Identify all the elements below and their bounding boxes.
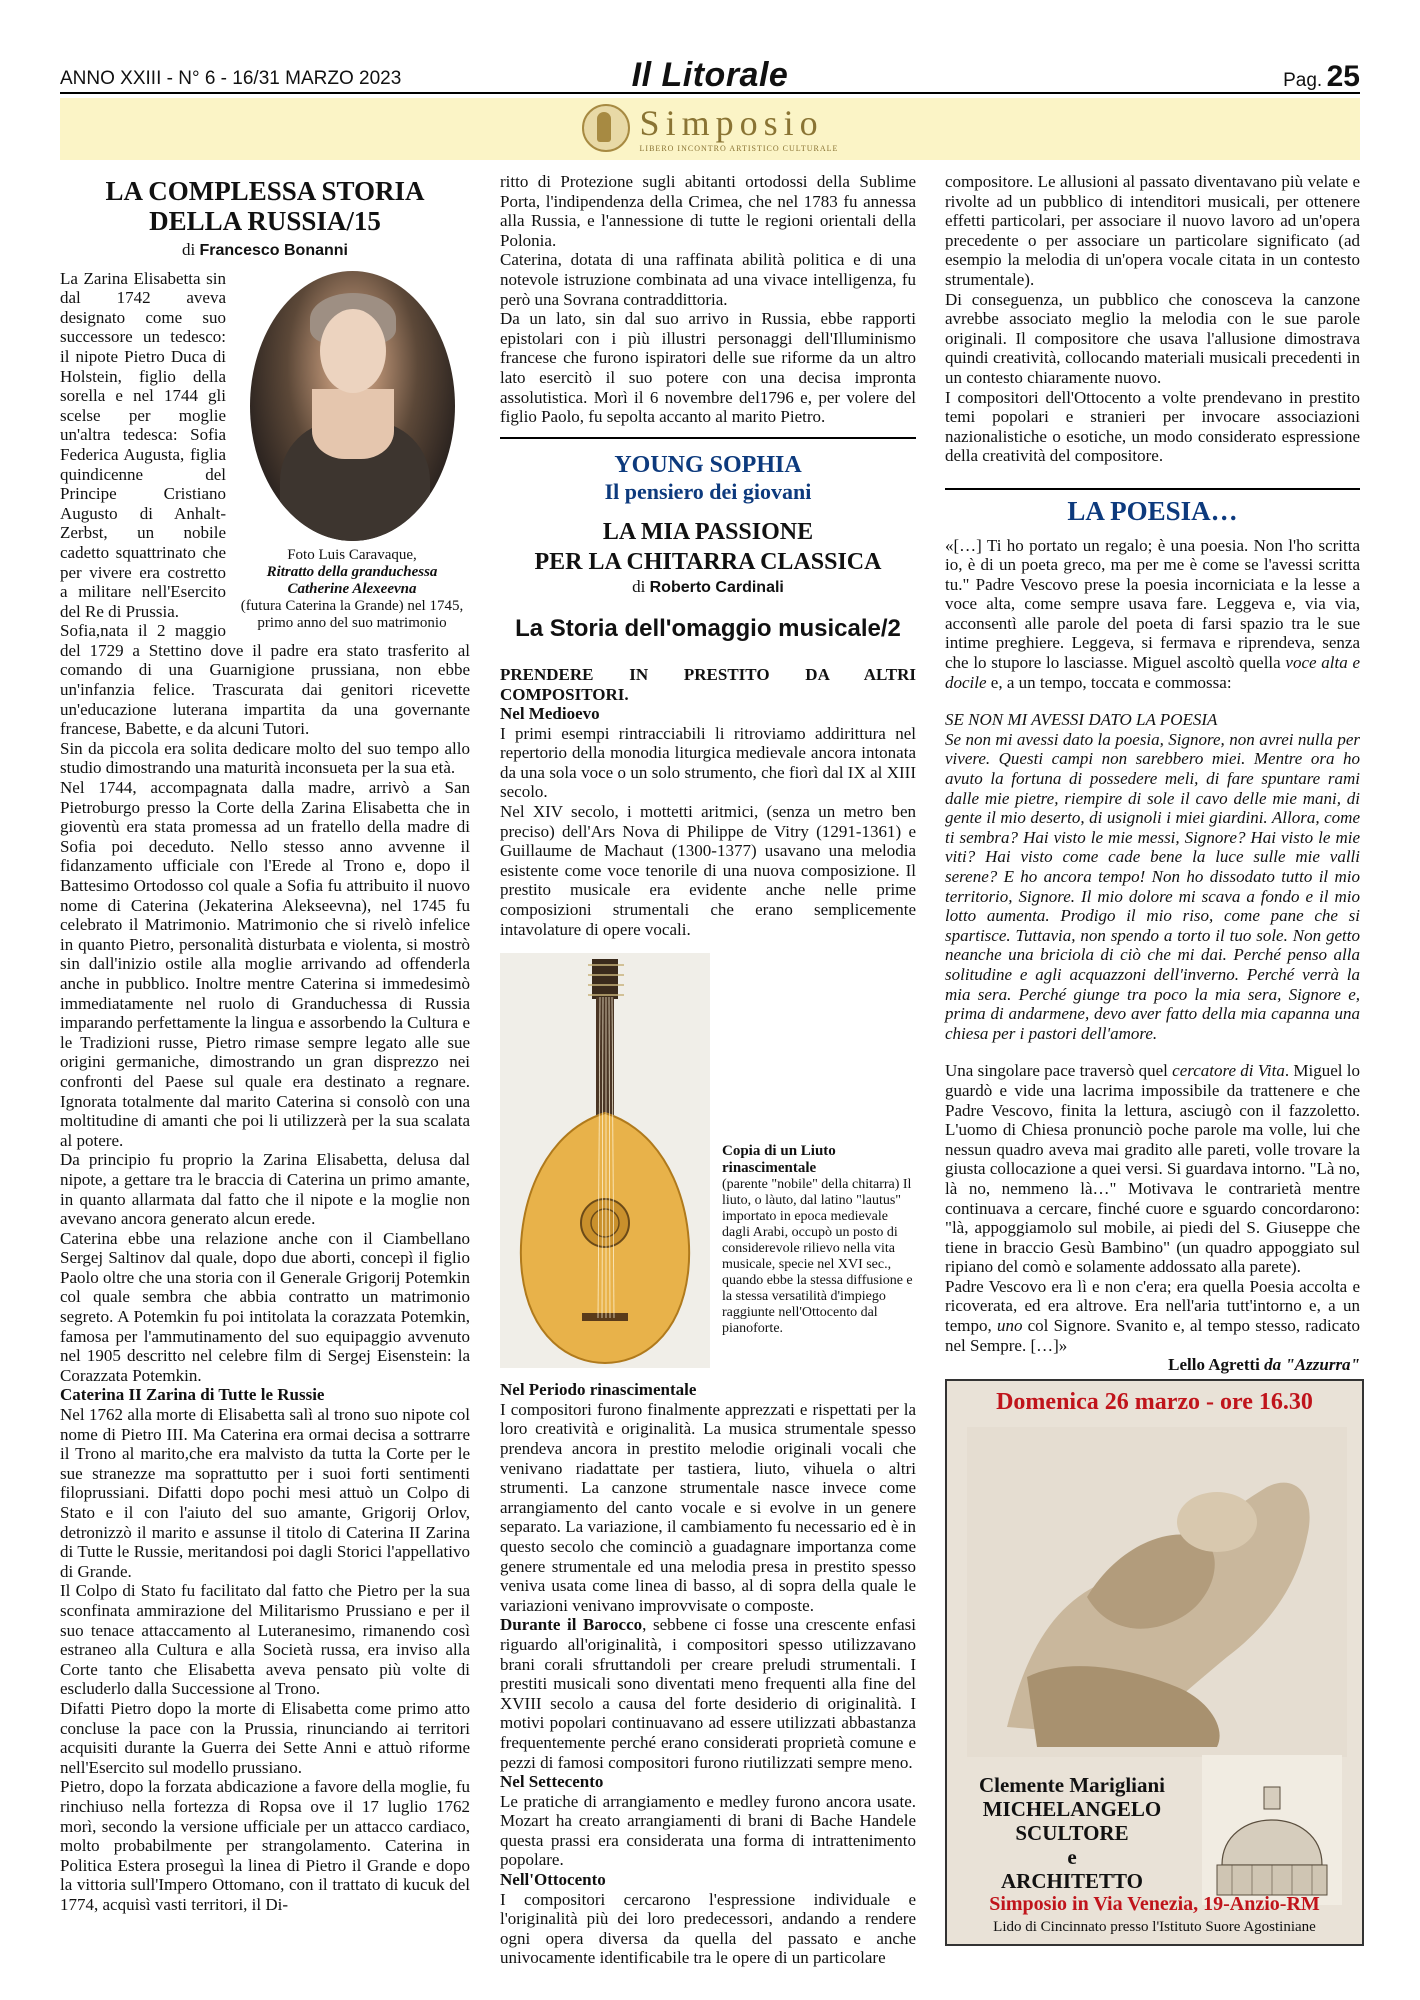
column-title: YOUNG SOPHIA xyxy=(614,451,802,478)
banner-title: Simposio xyxy=(639,103,824,143)
sculpture-image xyxy=(967,1427,1347,1757)
text-run-italic: uno xyxy=(996,1316,1023,1336)
portrait-caption-title1: Ritratto della granduchessa xyxy=(266,563,438,580)
article2-author: Roberto Cardinali xyxy=(649,578,784,596)
lute-image xyxy=(500,953,710,1368)
subheading-settecento: Nel Settecento xyxy=(500,1772,604,1792)
text-run-italic: voce alta e docile xyxy=(945,653,1360,692)
text-run: e, a un tempo, toccata e commossa: xyxy=(986,672,1232,692)
text-run: . Miguel lo guardò e vide una lacrima impossibile da trattenere e che Padre Vescovo, finita la lettura, asciugò con il fazzoletto. L'uomo di Chiesa pronunciò poche parole ma volle, lui che nessun quadro aveva mai gradito alle pareti, volle trovare la giusta collocazione a quei versi. Si guardava intorno. "Là no, là no, nemmeno là…" Motivava le contrarietà mentre continuava a cercare, finché cuore e sguardo concordarono: "là, appoggiamolo sul mobile, ai piedi del S. Giuseppe che tiene in braccio Gesù Bambino" (un quadro appoggiato sul ripiano del comò e solamente addossato alla parete). xyxy=(945,1061,1360,1277)
page-number xyxy=(1283,60,1360,94)
text-run: «[…] Ti ho portato un regalo; è una poesia. Non l'ho scritta io, è di un poeta greco, ma per me è come se l'avessi scritta tu." Padre Vescovo prese la poesia incorniciata e la lesse a voce alta, come sempre usava fare. Leggeva e, via via, acconsentì alle parole del poeta di farsi spazio tra le sue intime preghiere. Leggeva, si fermava e riprendeva, senza che lo stupore lo lasciasse. Miguel ascoltò quella xyxy=(945,535,1360,673)
article1-byline xyxy=(60,240,470,261)
paragraph: Nel 1744, accompagnata dalla madre, arrivò a San Pietroburgo presso la Corte della Zarina Elisabetta che in gioventù era stata promessa ad un fratello della madre di Sofia poi deceduto. Nello stesso anno avvenne il fidanzamento ufficiale con l'Erede al Trono e, dopo il Battesimo Ortodosso col quale a Sofia fu attribuito il nuovo nome di Caterina (Jekaterina Alekseevna), nel 1745 fu celebrato il Matrimonio. Matrimonio che si rivelò infelice in quanto Pietro, personalità disturbata e violenta, si mostrò sin dall'inizio ostile alla moglie arrivando ad offenderla anche in pubblico. Inoltre mentre Caterina si immedesimò immediatamente nel ruolo di Granduchessa di Russia imparando perfettamente la lingua e assorbendo la Cultura e le Tradizioni russe, Pietro rimase sempre legato alle sue origini germaniche, dimostrando un gran disprezzo nei confronti del Paese sul quale era destinato a regnare. Ignorata totalmente dal marito Caterina si consolò con una moltitudine di amanti che poi li utilizzerà per la sua scalata al potere. xyxy=(60,778,470,1150)
ad-author: Clemente Marigliani xyxy=(978,1773,1166,1797)
paragraph: Di conseguenza, un pubblico che conosceva la canzone avrebbe associato meglio la melodia con le sue parole originali. Il compositore che usava l'allusione dimostrava quindi creatività, collocando materiali musicali precedenti in un contesto chiaramente nuovo. xyxy=(945,289,1360,387)
article1-title-line2: DELLA RUSSIA/15 xyxy=(149,206,381,236)
poem-title: SE NON MI AVESSI DATO LA POESIA xyxy=(945,710,1218,730)
ad-date: Domenica 26 marzo - ore 16.30 xyxy=(996,1389,1313,1415)
text-run-italic: cercatore di Vita xyxy=(1172,1061,1285,1081)
paragraph xyxy=(945,1061,1360,1277)
article1-author: Francesco Bonanni xyxy=(199,242,348,259)
article2-title-line2: PER LA CHITARRA CLASSICA xyxy=(534,548,882,575)
dome-drawing-image xyxy=(1202,1755,1342,1905)
paragraph: Nel 1762 alla morte di Elisabetta salì al trono suo nipote col nome di Pietro III. Ma Caterina era ormai decisa a sottrarre il Trono al marito,che era malvisto da tutta la Corte per le sue stranezze ma soprattutto per i suoi forti sentimenti filoprussiani. Difatti dopo pochi mesi attuò un Colpo di Stato e il con l'aiuto del suo amante, Grigorij Orlov, detronizzò il marito e assunse il titolo di Caterina II Zarina di Tutte le Russie, meritandosi poi dagli Storici l'appellativo di Grande. xyxy=(60,1405,470,1581)
paragraph: compositore. Le allusioni al passato diventavano più velate e rivolte ad un pubblico di intenditori musicali, per ottenere effetti particolari, per associare il nuovo lavoro ad un'opera precedente o per associare un particolare significato (ad esempio la melodia di un'opera vocale citata in un contesto strumentale). xyxy=(945,172,1360,289)
column-3 xyxy=(945,172,1360,1375)
issue-line: ANNO XXIII - N° 6 - 16/31 MARZO 2023 xyxy=(60,68,402,89)
paragraph xyxy=(945,536,1360,693)
paragraph xyxy=(945,1277,1360,1355)
paragraph: Da un lato, sin dal suo arrivo in Russia, ebbe rapporti epistolari con i più illustri personaggi dell'Illuminismo francese che furono ispiratori delle sue riforme da un altro lato esercitò il suo potere con una decisa impronta assolutistica. Morì il 6 novembre del1796 e, per volere del figlio Paolo, fu sepolta accanto al marito Pietro. xyxy=(500,309,916,427)
masthead-title: Il Litorale xyxy=(631,56,789,94)
column-2 xyxy=(500,172,916,1968)
article2-section-title: La Storia dell'omaggio musicale/2 xyxy=(515,615,901,643)
paragraph: Caterina, dotata di una raffinata abilità politica e di una notevole istruzione combinata ad una vivace intelligenza, fu però una Sovrana contraddittoria. xyxy=(500,250,916,309)
portrait-figure xyxy=(234,271,470,632)
event-ad xyxy=(945,1379,1364,1946)
article2-title xyxy=(500,517,916,577)
paragraph-text: , sebbene ci fosse una crescente enfasi riguardo all'originalità, i compositori spesso utilizzavano brani corali sfruttandoli per creare preludi strumentali. I prestiti musicali sono diventati meno frequenti alla fine del XVIII secolo a causa del forte desiderio di originalità. I motivi popolari continuavano ad essere utilizzati abbastanza frequentemente perché erano considerati proprietà comune e pezzi di famosi compositori furono riutilizzati sempre meno. xyxy=(500,1615,916,1772)
ad-note: Lido di Cincinnato presso l'Istituto Suore Agostiniane xyxy=(993,1919,1316,1935)
byline-prefix: di xyxy=(632,576,646,596)
ad-title-line4: ARCHITETTO xyxy=(1001,1869,1143,1893)
ad-title-line1: MICHELANGELO xyxy=(982,1797,1162,1821)
paragraph: Da principio fu proprio la Zarina Elisabetta, delusa dal nipote, a gettare tra le braccia di Caterina un primo amante, in quanto allarmata dal fatto che il nipote e la moglie non avevano ancora generato alcun erede. xyxy=(60,1150,470,1229)
article3-signature xyxy=(945,1355,1360,1375)
lute-caption-text: (parente "nobile" della chitarra) Il liuto, o làuto, dal latino "lautus" importato in epoca medievale dagli Arabi, occupò un posto di considerevole rilievo nella vita musicale, specie nel XVI sec., quando ebbe la stessa diffusione e la stessa versatilità d'impiego raggiunte nell'Ottocento dal pianoforte. xyxy=(722,1177,913,1337)
ad-venue: Simposio in Via Venezia, 19-Anzio-RM xyxy=(989,1893,1320,1915)
article1-subheading: Caterina II Zarina di Tutte le Russie xyxy=(60,1385,325,1405)
paragraph: Sin da piccola era solita dedicare molto del suo tempo allo studio dimostrando una maturità inconsueta per la sua età. xyxy=(60,738,470,778)
paragraph: La Zarina Elisabetta sin dal 1742 aveva designato come suo successore un tedesco: il nipote Pietro Duca di Holstein, figlio della sorella e nel 1744 gli scelse per moglie un'altra tedesca: Sofia Federica Augusta, figlia quindicenne del Principe Cristiano Augusto di Anhalt-Zerbst, un nobile cadetto squattrinato che per vivere era costretto a militare nell'Esercito del Re di Prussia. xyxy=(60,268,226,621)
ad-title-line2: SCULTORE xyxy=(1015,1821,1129,1845)
paragraph: Il Colpo di Stato fu facilitato dal fatto che Pietro per la sua sconfinata ammirazione del Militarismo Prussiano e per il suo tenace attaccamento al Luteranesimo, rimanendo così estraneo alla Cultura e alla Società russa, era inviso alla Corte tanto che Elisabetta aveva pensato più volte di escluderlo dalla Successione al Trono. xyxy=(60,1581,470,1699)
page-label: Pag. xyxy=(1283,70,1323,91)
paragraph xyxy=(500,1615,916,1772)
ad-title-line3: e xyxy=(1067,1845,1077,1869)
paragraph: I compositori dell'Ottocento a volte prendevano in prestito temi popolari e stranieri per invocare associazioni nazionalistiche o esotiche, un modo considerato espressione della creatività del compositore. xyxy=(945,387,1360,466)
lute-caption-title1: Copia di un Liuto xyxy=(722,1143,836,1160)
portrait-caption-line4: primo anno del suo matrimonio xyxy=(257,614,447,631)
subheading-ottocento: Nell'Ottocento xyxy=(500,1870,606,1890)
signature-source: da "Azzurra" xyxy=(1264,1355,1360,1375)
paragraph: ritto di Protezione sugli abitanti ortodossi della Sublime Porta, l'indipendenza della Crimea, che nel 1783 fu annessa alla Russia, e l'annessione di tutte le regioni orientali della Polonia. xyxy=(500,172,916,250)
portrait-image xyxy=(250,271,455,541)
text-run: Una singolare pace traversò quel xyxy=(945,1061,1173,1081)
portrait-caption-line3: (futura Caterina la Grande) nel 1745, xyxy=(240,597,464,614)
subheading-rinascimento: Nel Periodo rinascimentale xyxy=(500,1380,697,1400)
signature-name: Lello Agretti xyxy=(1168,1355,1260,1375)
subheading-medioevo: Nel Medioevo xyxy=(500,704,600,724)
article1-title-line1: LA COMPLESSA STORIA xyxy=(105,176,425,206)
paragraph: Sofia,nata il 2 maggio del 1729 a Stettino dove il padre era stato trasferito al comando di una Guarnigione prussiana, non ebbe un'infanzia felice. Trascurata dai genitori ricevette un'educazione luterana impartita da una governante francese, Babette, e da alcuni Tutori. xyxy=(60,621,470,739)
byline-prefix: di xyxy=(182,240,196,259)
section-banner xyxy=(60,98,1360,160)
lute-figure xyxy=(500,953,916,1368)
paragraph: Nel XIV secolo, i mottetti aritmici, (senza un metro ben preciso) dell'Ars Nova di Philippe de Vitry (1291-1361) e Guillaume de Machaut (1300-1377) usavano una melodia esistente come voce tenorile di una nuova composizione. Il prestito musicale era evidente anche nelle prime composizioni strumentali che erano semplicemente intavolature di opere vocali. xyxy=(500,802,916,939)
lute-caption-title2: rinascimentale xyxy=(722,1160,817,1177)
paragraph: Caterina ebbe una relazione anche con il Ciambellano Sergej Saltinov dal quale, dopo due aborti, concepì il figlio Paolo oltre che una storia con il Generale Grigorij Potemkin col quale sembra che abbia contratto un matrimonio segreto. A Potemkin fu poi intitolata la corazzata Potemkin, famosa per l'ammutinamento del suo equipaggio avvenuto nel 1905 descritto nel celebre film di Sergej Eisenstein: la Corazzata Potemkin. xyxy=(60,1228,470,1385)
banner-subtitle: LIBERO INCONTRO ARTISTICO CULTURALE xyxy=(639,144,839,153)
paragraph: I primi esempi rintracciabili li ritroviamo addirittura nel repertorio della monodia liturgica medievale ancora intonata da una sola voce o un solo strumento, che fiorì dal IX al XIII secolo. xyxy=(500,723,916,802)
text-run: col Signore. Svanito e, al tempo stesso, radicato nel Sempre. […]» xyxy=(945,1316,1360,1355)
article2-title-line1: LA MIA PASSIONE xyxy=(602,518,814,545)
portrait-caption-credit: Foto Luis Caravaque, xyxy=(287,546,417,563)
paragraph: Le pratiche di arrangiamento e medley furono ancora usate. Mozart ha creato arrangiamenti di brani di Bache Handele questa prassi era considerata una forma di intrattenimento popolare. xyxy=(500,1791,916,1870)
text-run: Padre Vescovo era lì e non c'era; era quella Poesia accolta e ricoverata, ed era altrove. Era nell'aria tutt'intorno e, a un tempo, xyxy=(945,1276,1360,1336)
ad-author-block xyxy=(957,1773,1187,1893)
article3-title: LA POESIA… xyxy=(1067,495,1238,526)
paragraph: Pietro, dopo la forzata abdicazione a favore della moglie, fu rinchiuso nella fortezza di Ropsa ove il 17 luglio 1762 morì, secondo la versione ufficiale per un attacco cardiaco, molto probabilmente per strangolamento. Caterina in Politica Estera proseguì la linea di Pietro il Grande e dopo la vittoria sull'Impero Ottomano, con il trattato di kucuk del 1774, acquisì vasti territori, il Di- xyxy=(60,1777,470,1914)
paragraph: I compositori cercarono l'espressione individuale e l'originalità più dei loro predecessori, andando a rendere ogni opera diversa da quella del passato e anche univocamente identificabile tra le opere di un particolare xyxy=(500,1889,916,1968)
simposio-logo-icon xyxy=(582,104,630,152)
divider xyxy=(945,488,1360,490)
article1-title xyxy=(60,176,470,236)
paragraph: I compositori furono finalmente apprezzati e rispettati per la loro creatività e originalità. La musica strumentale spesso prendeva ancora in prestito melodie originali vocali che venivano riadattate per tastiera, liuto, vihuela o altri strumenti. La canzone strumentale nasce invece come arrangiamento del canto vocale e si evolve in un genere separato. La variazione, il cambiamento fu necessario ed è in questo secolo che cominciò a guadagnare importanza come genere strumentale ed una melodia presa in prestito spesso veniva usata come linea di basso, al di sopra della quale le variazioni venivano improvvisate o composte. xyxy=(500,1399,916,1615)
portrait-caption-title2: Catherine Alexeevna xyxy=(287,580,417,597)
subheading-barocco: Durante il Barocco xyxy=(500,1615,643,1635)
page-header xyxy=(60,58,1360,94)
column-1 xyxy=(60,172,470,1914)
article2-byline xyxy=(500,577,916,598)
column-subtitle: Il pensiero dei giovani xyxy=(604,478,812,504)
divider xyxy=(500,437,916,439)
poem-text: Se non mi avessi dato la poesia, Signore, non avrei nulla per vivere. Questi campi non sarebbero miei. Mentre ora ho avuto la fortuna di possedere meli, di fare spuntare rami dalle mie pietre, riempire di sole il cavo delle mie mani, di gente il mio deserto, di usignoli i miei giardini. Allora, come ti sembra? Hai visto le mie messi, Signore? Hai visto le mie viti? Hai visto come cade bene la luce sulle mie valli serene? E ho ancora tempo! Non ho dissodato tutto il mio territorio, Signore. Il mio dolore mi scava a fondo e il mio lotto aumenta. Prodigo il mio riso, come pane che si spartisce. Tuttavia, non spendo a torto il tuo sole. Non getto neanche una briciola di ciò che mi dai. Perché penso alla solitudine e agli acquazzoni dell'inverno. Perché verrà la mia sera. Perché giunge tra poco la mia sera, Signore e, prima di andarmene, devo aver fatto della mia capanna una chiesa per i pastori dell'amore. xyxy=(945,729,1360,1043)
article2-subsection: PRENDERE IN PRESTITO DA ALTRI COMPOSITORI. xyxy=(500,664,916,704)
page-number-value: 25 xyxy=(1326,60,1360,93)
paragraph: Difatti Pietro dopo la morte di Elisabetta come primo atto concluse la pace con la Prussia, rinunciando ai territori acquisiti durante la Guerra dei Sette Anni e attuò riforme nell'Esercito sul modello prussiano. xyxy=(60,1698,470,1777)
